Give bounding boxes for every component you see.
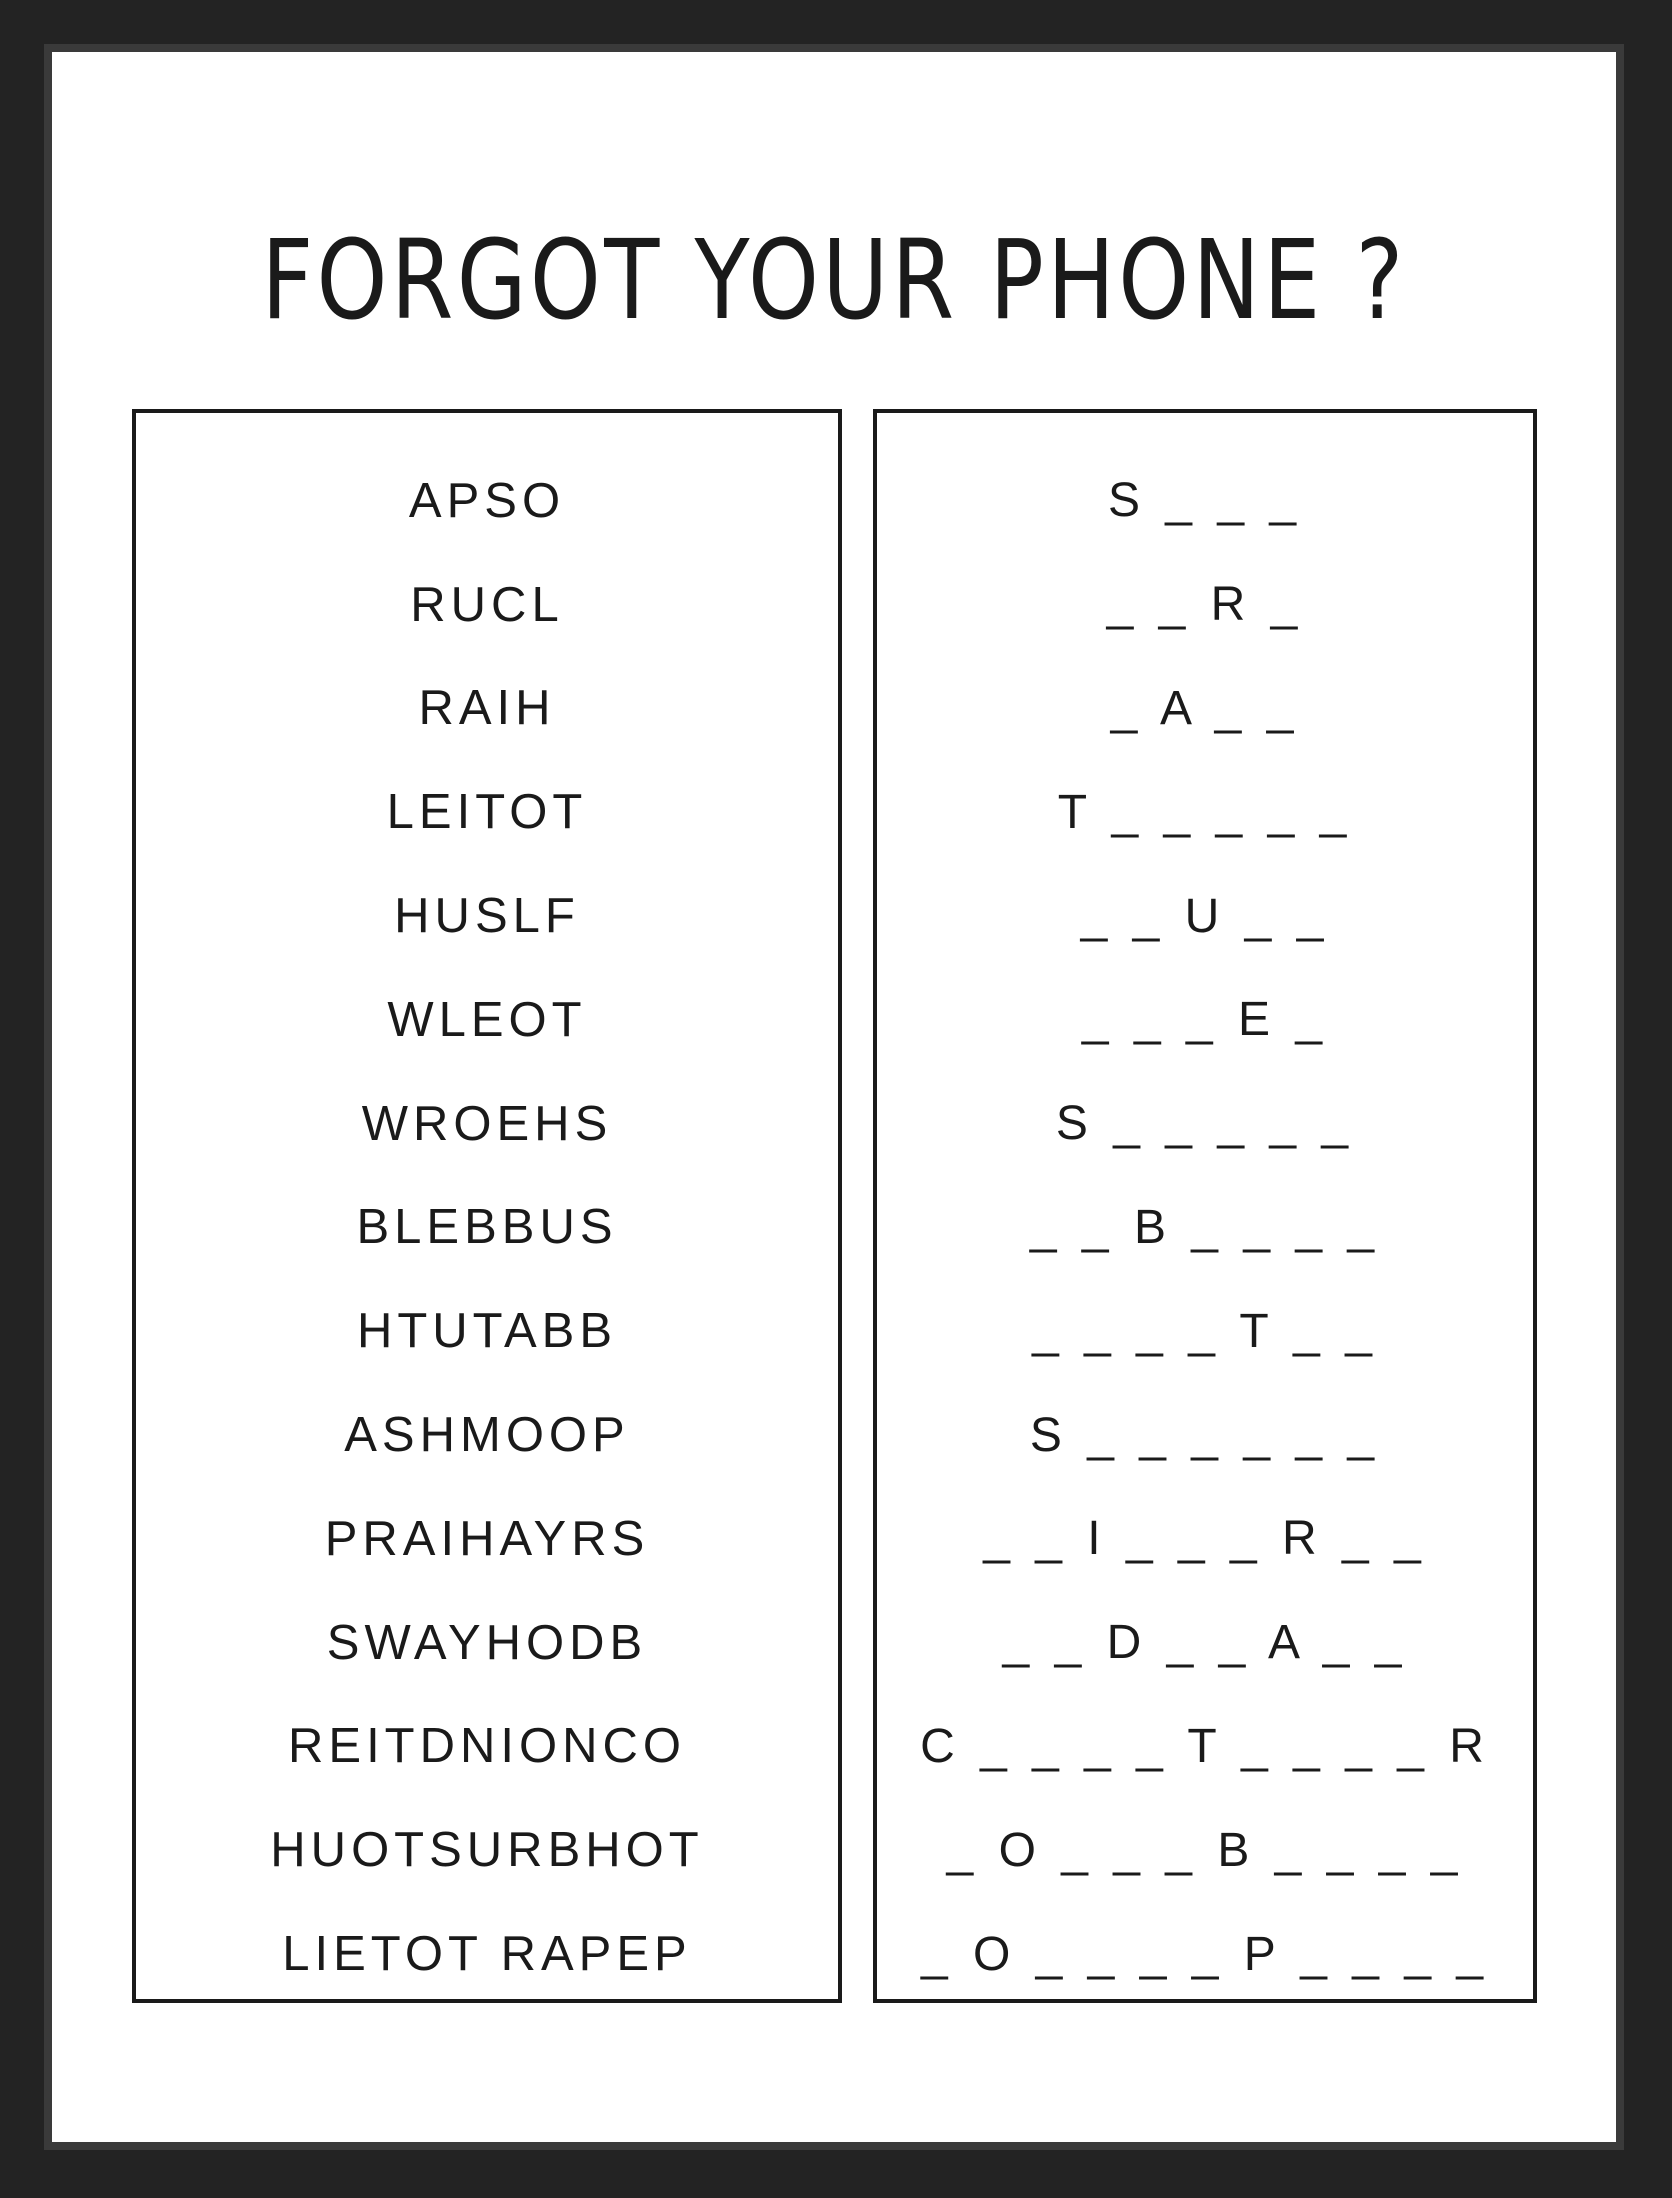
hints-box [873,409,1537,2003]
answer-hint: T _ _ _ _ _ [1057,785,1353,839]
answer-hint: _ A _ _ [1110,681,1300,735]
scrambled-word: WLEOT [387,992,587,1047]
answer-hint: _ O _ _ _ B _ _ _ _ [946,1823,1464,1877]
scrambled-word: SWAYHODB [326,1615,648,1670]
answer-hint: _ _ B _ _ _ _ [1029,1200,1381,1254]
scrambled-word: LEITOT [386,785,588,840]
scrambled-word: REITDNIONCO [288,1719,686,1774]
answer-hint: _ _ D _ _ A _ _ [1002,1616,1408,1670]
answer-hint: S _ _ _ [1107,474,1303,528]
scrambled-word: APSO [408,473,566,528]
scrambled-words-list [136,449,838,2006]
poster-title: FORGOT YOUR PHONE ? [261,216,1407,344]
answer-hint: C _ _ _ _ T _ _ _ _ R [920,1719,1490,1773]
scrambled-word: HUSLF [394,889,580,944]
poster-paper [52,52,1616,2142]
answer-hint: S _ _ _ _ _ _ [1029,1408,1381,1462]
scrambled-word: LIETOT RAPEP [282,1927,692,1982]
scrambled-word: BLEBBUS [356,1200,618,1255]
hints-list [877,449,1533,2006]
answer-hint: _ _ _ E _ [1081,993,1329,1047]
scrambled-word: HUOTSURBHOT [270,1823,704,1878]
answer-hint: _ _ U _ _ [1080,889,1330,943]
scrambled-word: ASHMOOP [344,1408,630,1463]
answer-hint: _ _ I _ _ _ R _ _ [983,1512,1427,1566]
scrambled-word: RAIH [418,681,556,736]
answer-hint: _ _ R _ [1106,578,1304,632]
scrambled-words-box [132,409,842,2003]
answer-hint: _ _ _ _ T _ _ [1032,1304,1378,1358]
answer-hint: _ O _ _ _ _ P _ _ _ _ [920,1927,1490,1981]
scrambled-word: WROEHS [361,1096,613,1151]
scrambled-word: HTUTABB [356,1304,618,1359]
scrambled-word: RUCL [410,577,564,632]
answer-hint: S _ _ _ _ _ [1055,1097,1355,1151]
scrambled-word: PRAIHAYRS [324,1511,650,1566]
